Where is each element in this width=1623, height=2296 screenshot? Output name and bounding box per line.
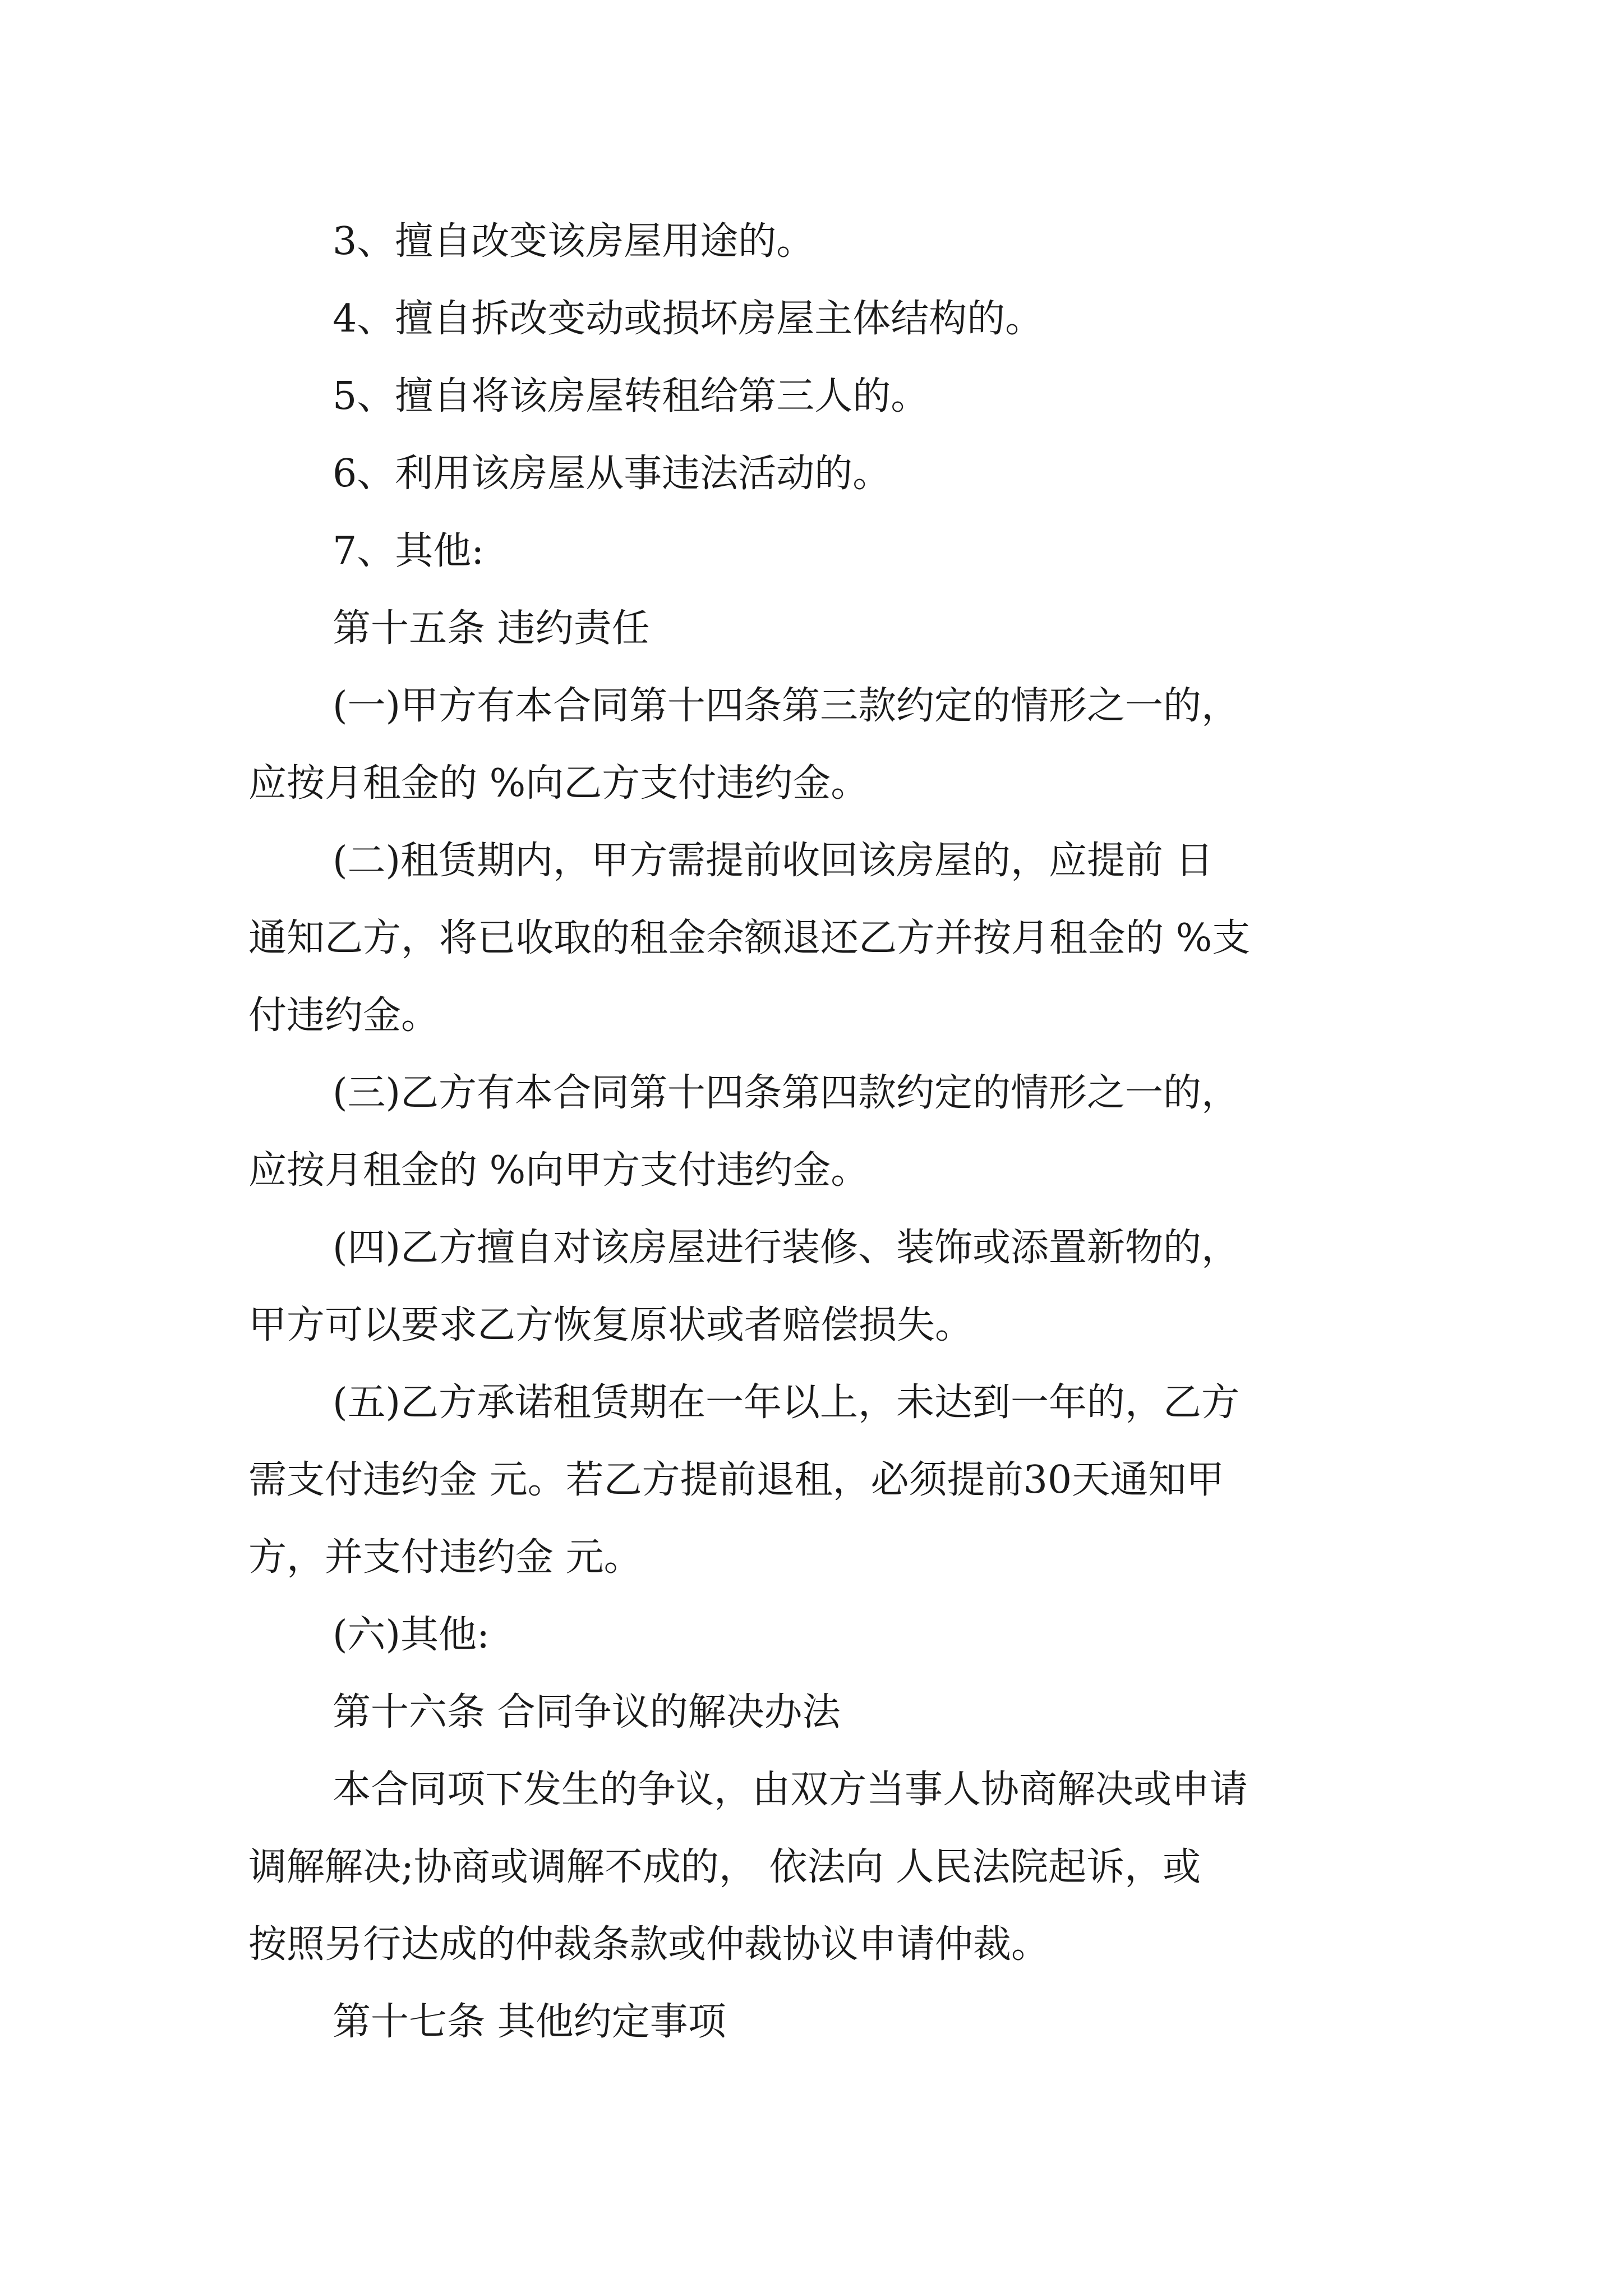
article-17-heading: 第十七条 其他约定事项 bbox=[333, 2000, 726, 2044]
clause-item-3: 3、擅自改变该房屋用途的。 bbox=[333, 219, 815, 264]
paragraph-line: 调解解决;协商或调解不成的， 依法向 人民法院起诉，或 bbox=[248, 1845, 1201, 1889]
paragraph-line: (三)乙方有本合同第十四条第四款约定的情形之一的， bbox=[333, 1071, 1240, 1115]
paragraph-line: 应按月租金的 %向甲方支付违约金。 bbox=[248, 1148, 869, 1193]
paragraph-line: (四)乙方擅自对该房屋进行装修、装饰或添置新物的， bbox=[333, 1226, 1240, 1270]
paragraph-line: (二)租赁期内，甲方需提前收回该房屋的，应提前 日 bbox=[333, 839, 1214, 883]
article-16-heading: 第十六条 合同争议的解决办法 bbox=[333, 1690, 841, 1734]
clause-item-5: 5、擅自将该房屋转租给第三人的。 bbox=[333, 374, 929, 418]
clause-item-6: 6、利用该房屋从事违法活动的。 bbox=[333, 452, 891, 496]
paragraph-line: 应按月租金的 %向乙方支付违约金。 bbox=[248, 761, 869, 806]
article-15-heading: 第十五条 违约责任 bbox=[333, 606, 650, 651]
paragraph-line: 付违约金。 bbox=[248, 993, 440, 1038]
paragraph-line: 本合同项下发生的争议，由双方当事人协商解决或申请 bbox=[333, 1768, 1248, 1812]
clause-item-7: 7、其他: bbox=[333, 529, 485, 573]
paragraph-line: 需支付违约金 元。若乙方提前退租，必须提前30天通知甲 bbox=[248, 1458, 1225, 1502]
paragraph-line: 通知乙方，将已收取的租金余额退还乙方并按月租金的 %支 bbox=[248, 916, 1251, 960]
paragraph-line: (五)乙方承诺租赁期在一年以上，未达到一年的，乙方 bbox=[333, 1381, 1240, 1425]
paragraph-line: 按照另行达成的仲裁条款或仲裁协议申请仲裁。 bbox=[248, 1922, 1050, 1967]
paragraph-line: 甲方可以要求乙方恢复原状或者赔偿损失。 bbox=[248, 1303, 974, 1347]
paragraph-line: (一)甲方有本合同第十四条第三款约定的情形之一的， bbox=[333, 684, 1240, 728]
clause-item-4: 4、擅自拆改变动或损坏房屋主体结构的。 bbox=[333, 297, 1044, 341]
paragraph-line: (六)其他: bbox=[333, 1613, 490, 1657]
paragraph-line: 方，并支付违约金 元。 bbox=[248, 1535, 642, 1580]
